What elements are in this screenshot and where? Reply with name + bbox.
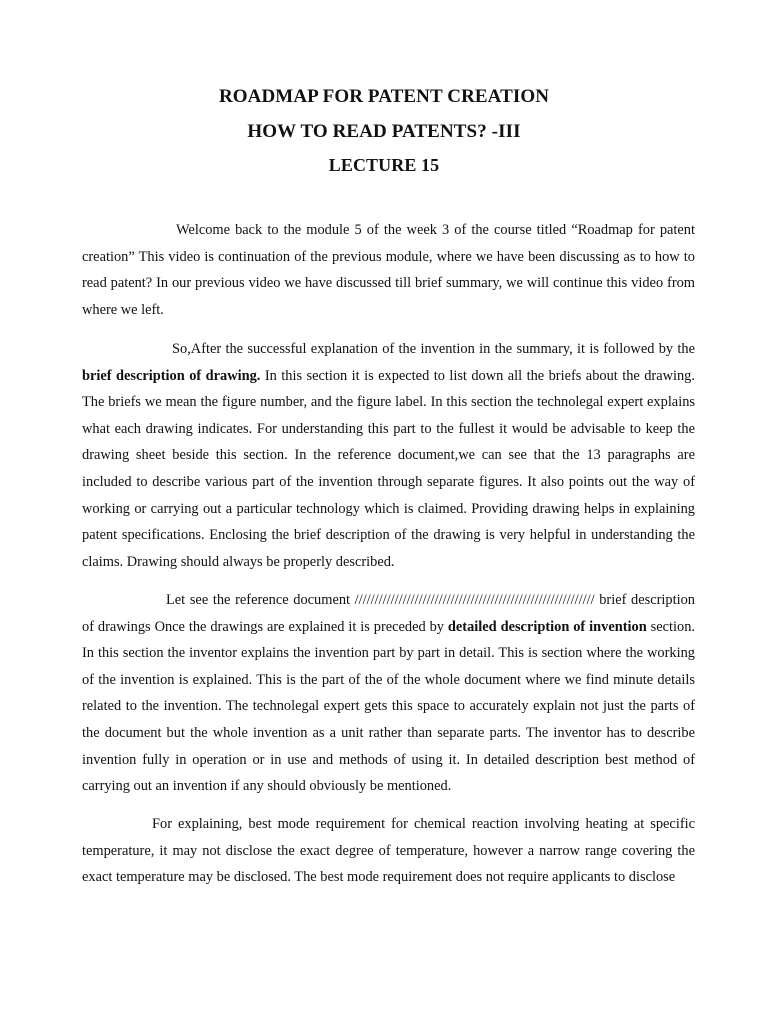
paragraph-intro: Welcome back to the module 5 of the week 3 of the course titled “Roadmap for patent creation” This video is continuation of the previous module, where we have been discussing as to how to read patent? In our previous video we have discussed till brief summary, we will continue this video from where we left. [82,222,695,318]
paragraph-text: In this section it is expected to list down all the briefs about the drawing. The briefs we mean the figure number, and the figure label. In this section the technolegal expert explains what each drawing indicates. For understanding this part to the fullest it would be advisable to keep the drawing sheet beside this section. In the reference document,we can see that the 13 paragraphs are included to describe various part of the invention through separate figures. It also points out the way of working or carrying out a particular technology which is claimed. Providing drawing helps in explaining patent specifications. Enclosing the brief description of the drawing is very helpful in understanding the claims. Drawing should always be properly described. [82,367,695,570]
paragraph-text: section. In this section the inventor explains the invention part by part in detail. This is section where the working of the invention is explained. This is the part of the of the whole document where we find minute details related to the invention. The technolegal expert gets this space to accurately explain not just the parts of the document but the whole invention as a unit rather than separate parts. The inventor has to describe invention fully in operation or in use and methods of using it. In detailed description best method of carrying out an invention if any should obviously be mentioned. [82,618,695,795]
paragraph-detailed-description [82,587,695,800]
document-title: ROADMAP FOR PATENT CREATION [218,86,550,107]
lecture-number: LECTURE 15 [328,155,440,175]
paragraph-best-mode: For explaining, best mode requirement for chemical reaction involving heating at specific temperature, it may not disclose the exact degree of temperature, however a narrow range covering the exact temperature may be disclosed. The best mode requirement does not require applicants to disclose [82,816,695,886]
bold-term-detailed-description: detailed description of invention [447,618,647,635]
paragraph-text: So,After the successful explanation of the invention in the summary, it is followed by the [172,341,695,357]
paragraph-brief-description [82,336,695,575]
bold-term-brief-description: brief description of drawing. [82,367,261,384]
document-subtitle: HOW TO READ PATENTS? -III [247,121,521,142]
paragraph-text: Let see the reference document //////////////////////////////////////////////////////////// brief description of drawings Once the drawings are explained it is preceded by [82,592,695,635]
